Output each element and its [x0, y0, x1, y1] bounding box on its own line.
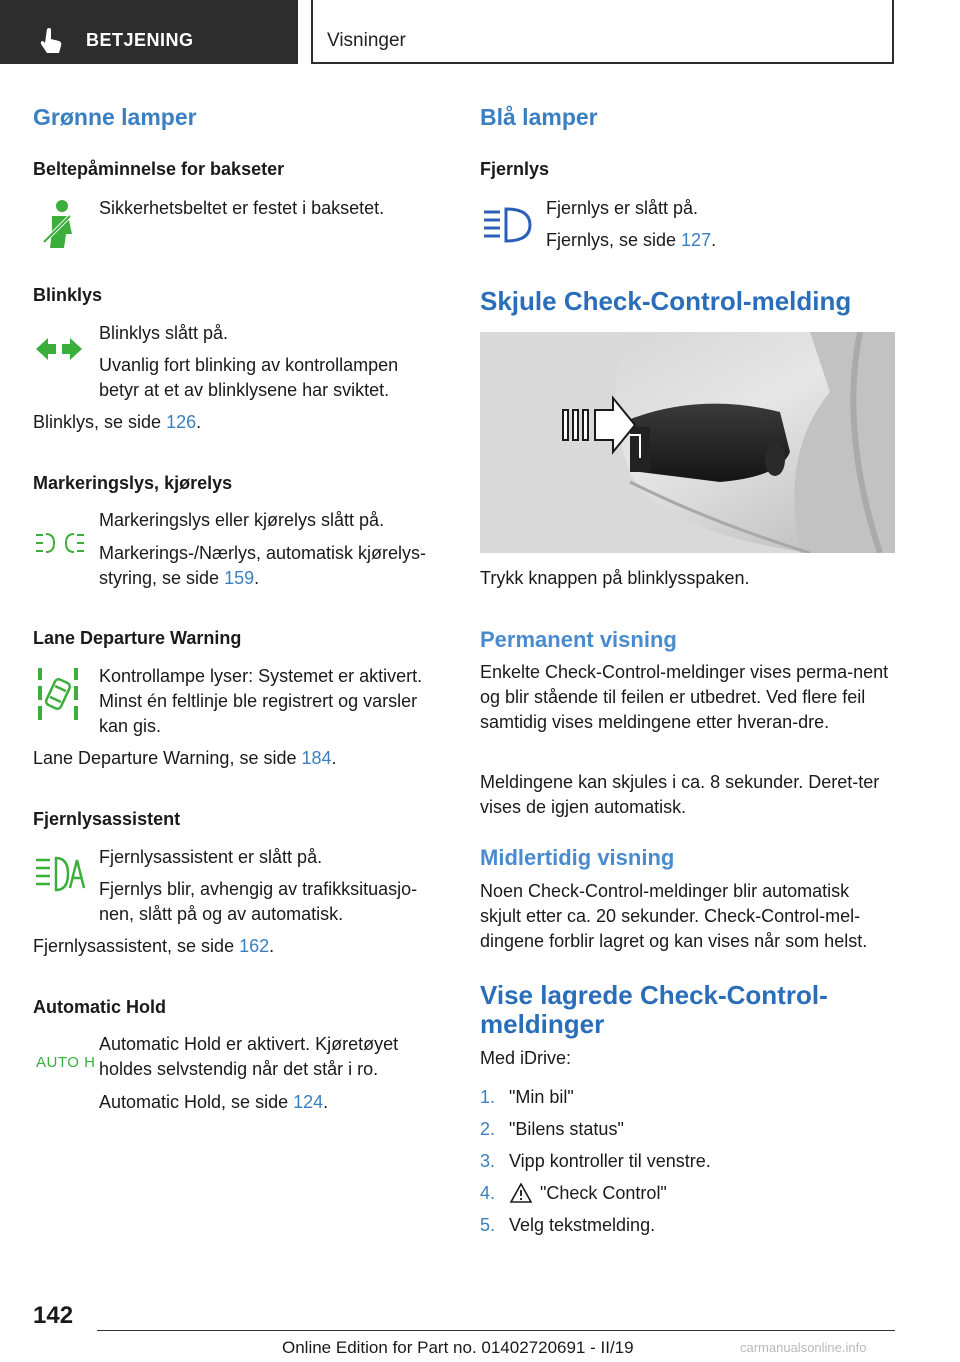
permanent-paragraph-2: Meldingene kan skjules i ca. 8 sekunder. Deret-ter vises de igjen automatisk.: [480, 772, 880, 817]
item-text-turn-signal-1: Blinklys slått på.: [99, 323, 229, 343]
hide-check-control-heading: Skjule Check-Control-melding: [480, 286, 852, 316]
step-number: 4.: [480, 1183, 496, 1203]
hand-pointer-icon: [38, 27, 64, 55]
stored-intro: Med iDrive:: [480, 1048, 572, 1068]
item-text-high-beam-assist-2: Fjernlys blir, avhengig av trafikksituasjo-nen, slått på og av automatisk.: [99, 879, 418, 924]
footer-divider: [97, 1330, 895, 1331]
item-title-seatbelt: Beltepåminnelse for bakseter: [33, 159, 285, 179]
page-link-124[interactable]: 124: [293, 1092, 324, 1112]
chapter-title: Visninger: [327, 30, 406, 51]
permanent-paragraph-1: Enkelte Check-Control-meldinger vises perma-nent og blir stående til feilen er utbedret. Ved flere feil samtidig vises meldingene etter hveran-dre.: [480, 662, 889, 732]
item-title-parking-light: Markeringslys, kjørelys: [33, 473, 233, 493]
step-number: 3.: [480, 1151, 496, 1171]
step-number: 1.: [480, 1087, 496, 1107]
stored-heading-line1: Vise lagrede Check-Control-: [480, 980, 828, 1010]
step-text: Vipp kontroller til venstre.: [509, 1151, 711, 1171]
high-beam-assist-icon: [36, 856, 86, 892]
item-title-turn-signal: Blinklys: [33, 285, 103, 305]
step-text: "Check Control": [540, 1183, 667, 1203]
step-text: "Bilens status": [509, 1119, 624, 1139]
item-text-parking-light-1: Markeringslys eller kjørelys slått på.: [99, 510, 385, 530]
turn-signal-icon: [36, 338, 82, 360]
item-ref-high-beam-assist: Fjernlysassistent, se side 162.: [33, 936, 275, 956]
item-text-turn-signal-2: Uvanlig fort blinking av kontrollampen betyr at et av blinklysene har sviktet.: [99, 355, 399, 400]
item-text-high-beam-1: Fjernlys er slått på.: [546, 198, 699, 218]
item-text-auto-hold-1: Automatic Hold er aktivert. Kjøretøyet holdes selvstendig når det står i ro.: [99, 1034, 399, 1079]
item-ref-turn-signal: Blinklys, se side 126.: [33, 412, 202, 432]
item-title-auto-hold: Automatic Hold: [33, 997, 166, 1017]
temporary-heading: Midlertidig visning: [480, 845, 675, 870]
item-ref-lane-departure: Lane Departure Warning, se side 184.: [33, 748, 337, 768]
auto-hold-icon: AUTO H: [36, 1054, 96, 1071]
high-beam-icon: [484, 206, 534, 244]
page-link-162[interactable]: 162: [239, 936, 270, 956]
page-link-126[interactable]: 126: [166, 412, 197, 432]
page-link-127[interactable]: 127: [681, 230, 712, 250]
item-text-lane-departure-1: Kontrollampe lyser: Systemet er aktivert. Minst én feltlinje ble registrert og varsler kan gis.: [99, 666, 423, 736]
permanent-heading: Permanent visning: [480, 627, 677, 652]
stored-heading-line2: meldinger: [480, 1009, 605, 1039]
item-ref-parking-light: Markerings-/Nærlys, automatisk kjørelys-styring, se side 159.: [99, 543, 427, 588]
blue-lamps-heading: Blå lamper: [480, 104, 598, 130]
green-lamps-heading: Grønne lamper: [33, 104, 197, 130]
edition-text: Online Edition for Part no. 01402720691 - II/19: [282, 1338, 634, 1357]
warning-triangle-icon: [510, 1183, 532, 1203]
parking-light-icon: [36, 532, 84, 554]
lane-departure-icon: [38, 668, 80, 722]
item-title-high-beam: Fjernlys: [480, 159, 550, 179]
item-title-high-beam-assist: Fjernlysassistent: [33, 809, 181, 829]
temporary-paragraph-1: Noen Check-Control-meldinger blir automatisk skjult etter ca. 20 sekunder. Check-Control-mel-dingene forblir lagret og kan vises når som helst.: [480, 881, 868, 951]
chapter-tab: [311, 0, 894, 64]
step-number: 2.: [480, 1119, 496, 1139]
seatbelt-icon: [40, 198, 76, 250]
section-title: BETJENING: [86, 30, 194, 50]
step-text: "Min bil": [509, 1087, 574, 1107]
step-text: Velg tekstmelding.: [509, 1215, 656, 1235]
section-tab: [0, 0, 298, 64]
item-ref-high-beam: Fjernlys, se side 127.: [546, 230, 717, 250]
item-text-high-beam-assist-1: Fjernlysassistent er slått på.: [99, 847, 323, 867]
page-link-184[interactable]: 184: [301, 748, 332, 768]
item-text-seatbelt-1: Sikkerhetsbeltet er festet i baksetet.: [99, 198, 385, 218]
photo-caption: Trykk knappen på blinklysspaken.: [480, 568, 750, 588]
step-number: 5.: [480, 1215, 496, 1235]
item-ref-auto-hold: Automatic Hold, se side 124.: [99, 1092, 329, 1112]
item-title-lane-departure: Lane Departure Warning: [33, 628, 242, 648]
page-link-159[interactable]: 159: [224, 568, 255, 588]
turn-signal-stalk-photo: [480, 332, 895, 553]
watermark: carmanualsonline.info: [740, 1340, 867, 1355]
page-number: 142: [33, 1302, 74, 1329]
